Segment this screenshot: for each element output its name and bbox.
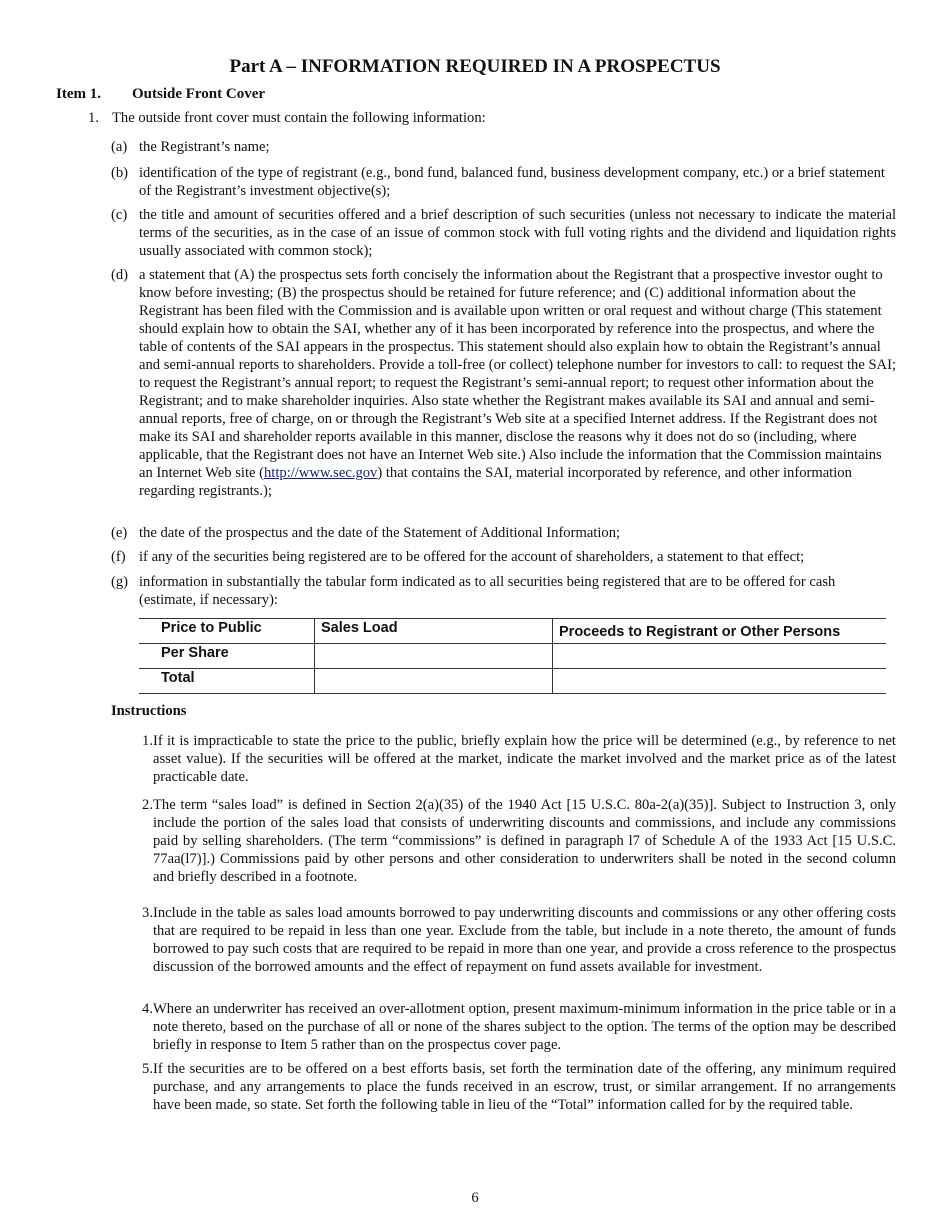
list-item-c <box>111 206 896 260</box>
intro-text: The outside front cover must contain the following information: <box>112 110 486 126</box>
table-header-proceeds: Proceeds to Registrant or Other Persons <box>553 619 887 644</box>
table-row <box>139 644 886 669</box>
list-item-text-part: ) that contains the SAI, material incorporated by reference, and other information regarding registrants.); <box>139 465 852 499</box>
page-number: 6 <box>471 1190 479 1206</box>
list-item-text: the date of the prospectus and the date of the Statement of Additional Information; <box>139 525 621 541</box>
table-cell <box>553 644 887 669</box>
table-cell <box>315 669 553 694</box>
instruction-text: If the securities are to be offered on a best efforts basis, set forth the termination date of the offering, any minimum required purchase, and any arrangements to place the funds received in an escrow, trust, or similar arrangement. If no arrangements have been made, so state. Set forth the following table in lieu of the “Total” information called for by the required table. <box>153 1061 896 1113</box>
sales-load-table <box>139 618 886 694</box>
instruction-item <box>125 1000 896 1054</box>
instruction-text: If it is impracticable to state the price to the public, briefly explain how the price will be determined (e.g., by reference to net asset value). If the securities will be offered at the market, indicate the market involved and the market price as of the latest practicable date. <box>153 733 896 785</box>
list-item-text: the Registrant’s name; <box>139 139 270 155</box>
list-item-text-part: a statement that (A) the prospectus sets forth concisely the information about the Registrant that a prospective investor ought to know before investing; (B) the prospectus should be retained for future reference; and (C) additional information about the Registrant has been filed with the Commission and is available upon written or oral request and without charge (This statement should explain how to obtain the SAI, whether any of it has been incorporated by reference into the prospectus, and where the table of contents of the SAI appears in the prospectus. This statement should also explain how to obtain the Registrant’s annual and semi-annual reports to shareholders. Provide a toll-free (or collect) telephone number for investors to call: to request the SAI; to request the Registrant’s annual report; to request the Registrant’s semi-annual report; to request other information about the Registrant; and to make shareholder inquiries. Also state whether the Registrant makes available its SAI and annual and semi-annual reports, free of charge, on or through the Registrant’s Web site at a specified Internet address. If the Registrant does not make its SAI and shareholder reports available in this manner, disclose the reasons why it does not do so (including, where applicable, that the Registrant does not have an Internet Web site.) Also include the information that the Commission maintains an Internet Web site ( <box>139 267 897 481</box>
item-number: Item 1. <box>56 86 101 102</box>
list-item-f <box>111 548 896 566</box>
instruction-item <box>125 796 896 886</box>
list-item-text: identification of the type of registrant (e.g., bond fund, balanced fund, business development company, etc.) or a brief statement of the Registrant’s investment objective(s); <box>139 165 885 199</box>
table-row <box>139 669 886 694</box>
instruction-text: The term “sales load” is defined in Section 2(a)(35) of the 1940 Act [15 U.S.C. 80a-2(a)(35)]. Subject to Instruction 3, only include the portion of the sales load that consists of underwriting discounts and commissions, and include any commissions paid by selling shareholders. (The term “commissions” is defined in paragraph l7 of Schedule A of the 1933 Act [15 U.S.C. 77aa(l7)].) Commissions paid by other persons and other consideration to underwriters shall be noted in the second column and briefly described in a footnote. <box>153 797 896 885</box>
list-item-label: (d) <box>111 267 129 283</box>
instruction-text: Where an underwriter has received an over-allotment option, present maximum-minimum information in the price table or in a note thereto, based on the purchase of all or none of the shares subject to the option. The terms of the option may be described briefly in response to Item 5 rather than on the prospectus cover page. <box>153 1001 896 1053</box>
table-header-row <box>139 619 886 644</box>
intro-number: 1. <box>88 110 99 126</box>
item-title: Outside Front Cover <box>132 86 266 102</box>
page-title: Part A – INFORMATION REQUIRED IN A PROSPECTUS <box>229 56 721 77</box>
table-cell: Per Share <box>139 644 315 669</box>
table-cell <box>553 669 887 694</box>
sec-website-link[interactable]: http://www.sec.gov <box>264 465 378 481</box>
instruction-item <box>125 1060 896 1114</box>
list-item-d <box>111 266 896 500</box>
table-cell <box>315 644 553 669</box>
list-item-label: (g) <box>111 574 129 590</box>
list-item-a <box>111 138 896 156</box>
instructions-heading: Instructions <box>111 703 187 719</box>
table-header-sales-load: Sales Load <box>315 619 553 644</box>
instruction-number: 3. <box>142 905 153 921</box>
item-heading <box>56 85 265 103</box>
instruction-number: 2. <box>142 797 153 813</box>
list-item-text: the title and amount of securities offered and a brief description of such securities (unless not necessary to indicate the material terms of the securities, as in the case of an issue of common stock with full voting rights and the dividend and liquidation rights usually associated with common stock); <box>139 207 896 259</box>
list-item-label: (e) <box>111 525 128 541</box>
list-item-label: (c) <box>111 207 128 223</box>
instruction-number: 4. <box>142 1001 153 1017</box>
list-item-text: if any of the securities being registered are to be offered for the account of shareholders, a statement to that effect; <box>139 549 805 565</box>
table-cell: Total <box>139 669 315 694</box>
instruction-number: 1. <box>142 733 153 749</box>
list-item-label: (f) <box>111 549 126 565</box>
instruction-number: 5. <box>142 1061 153 1077</box>
list-item-text: information in substantially the tabular form indicated as to all securities being registered that are to be offered for cash (estimate, if necessary): <box>139 574 836 608</box>
list-item-b <box>111 164 896 200</box>
list-item-g <box>111 573 896 609</box>
instruction-item <box>125 904 896 976</box>
table-header-price: Price to Public <box>139 619 315 644</box>
list-item-label: (a) <box>111 139 128 155</box>
instruction-text: Include in the table as sales load amounts borrowed to pay underwriting discounts and commissions or any other offering costs that are required to be repaid in less than one year. Exclude from the table, but include in a note thereto, the amount of funds borrowed to pay such costs that are required to be repaid in more than one year, and provide a cross reference to the prospectus discussion of the borrowed amounts and the effect of repayment on fund assets available for investment. <box>153 905 896 975</box>
instruction-item <box>125 732 896 786</box>
list-item-text <box>139 266 896 500</box>
list-item-label: (b) <box>111 165 129 181</box>
list-item-e <box>111 524 896 542</box>
